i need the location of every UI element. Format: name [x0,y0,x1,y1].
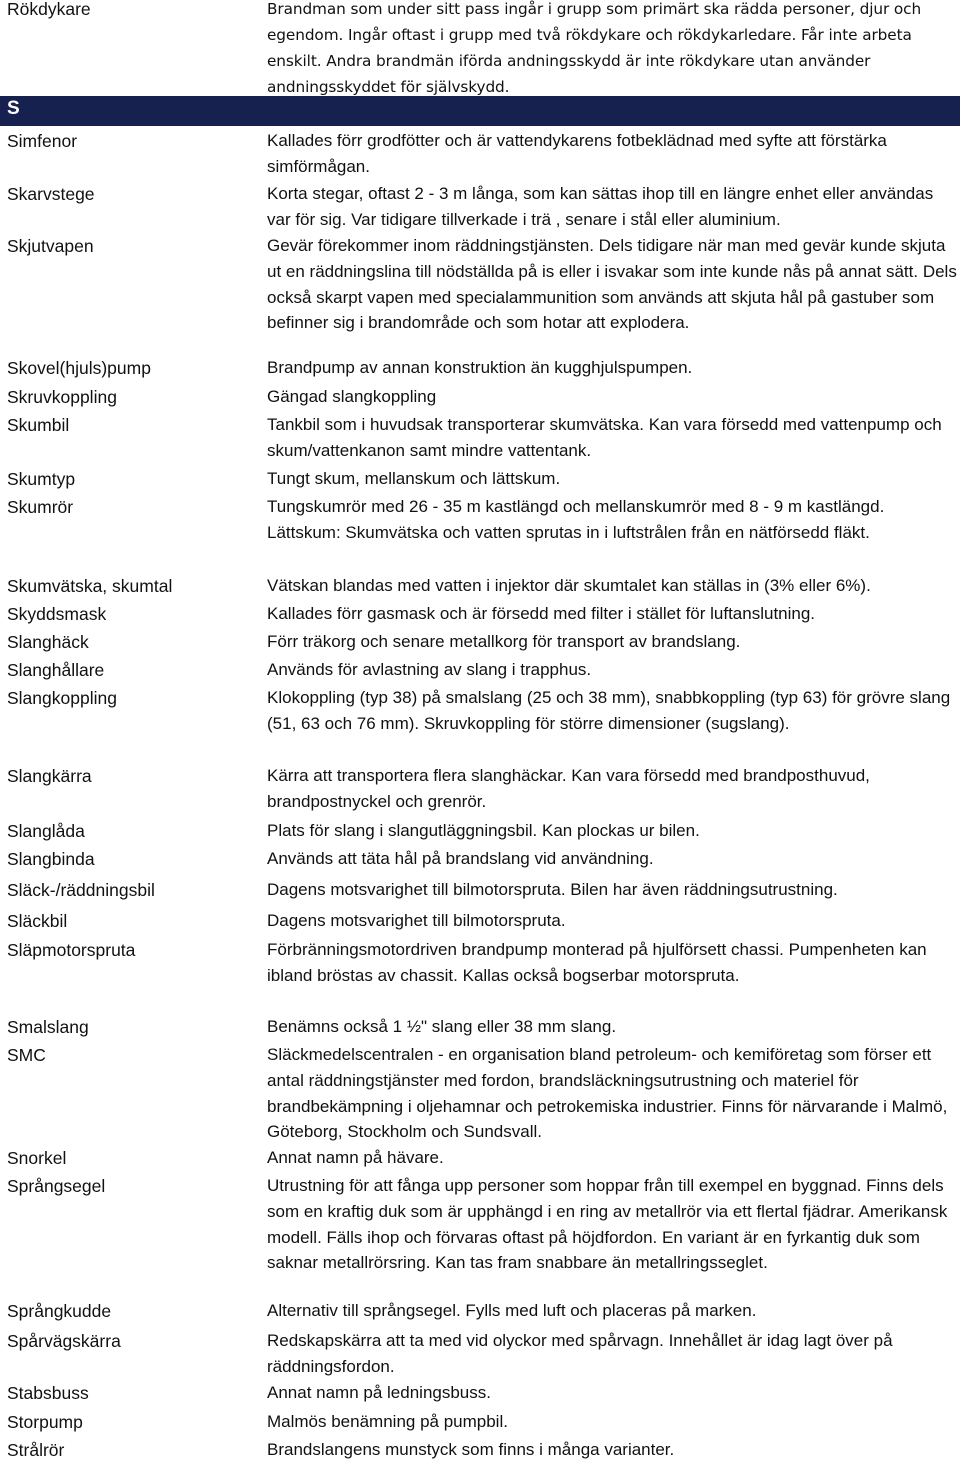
glossary-definition: Kärra att transportera flera slanghäckar. Kan vara försedd med brandposthuvud, brandpostnyckel och grenrör. [267,766,870,811]
glossary-term: Skovel(hjuls)pump [7,358,151,378]
glossary-definition: Tungskumrör med 26 - 35 m kastlängd och mellanskumrör med 8 - 9 m kastlängd. Lättskum: Skumvätska och vatten sprutas in i luftstrålen från en nätförsedd fläkt. [267,497,885,542]
glossary-definition: Gängad slangkoppling [267,387,437,406]
glossary-term: Snorkel [7,1148,67,1168]
glossary-definition: Förr träkorg och senare metallkorg för transport av brandslang. [267,632,741,651]
glossary-definition: Förbränningsmotordriven brandpump monterad på hjulförsett chassi. Pumpenheten kan ibland bröstas av chassit. Kallas också bogserbar motorspruta. [267,940,927,985]
glossary-term: Rökdykare [7,0,91,19]
glossary-term: Skjutvapen [7,236,94,256]
glossary-definition: Tankbil som i huvudsak transporterar skumvätska. Kan vara försedd med vattenpump och skum/vattenkanon samt mindre vattentank. [267,415,942,460]
glossary-term: Slangkoppling [7,688,117,708]
glossary-term: Skumrör [7,497,74,517]
glossary-definition: Släckmedelscentralen - en organisation bland petroleum- och kemiföretag som förser ett antal räddningstjänster med fordon, brandsläckningsutrustning och materiel för brandbekämpning i oljehamnar och petrokemiska industrier. Finns för närvarande i Malmö, Göteborg, Stockholm och Sundsvall. [267,1045,948,1142]
glossary-term: Slangbinda [7,849,95,869]
glossary-term: Skruvkoppling [7,387,117,407]
glossary-definition: Malmös benämning på pumpbil. [267,1412,508,1431]
glossary-definition: Tungt skum, mellanskum och lättskum. [267,469,561,488]
glossary-term: Slanghäck [7,632,89,652]
glossary-definition: Kallades förr grodfötter och är vattendykarens fotbeklädnad med syfte att förstärka simförmågan. [267,131,887,176]
glossary-term: Simfenor [7,131,78,151]
glossary-definition: Klokoppling (typ 38) på smalslang (25 och 38 mm), snabbkoppling (typ 63) för grövre slang (51, 63 och 76 mm). Skruvkoppling för större dimensioner (sugslang). [267,688,951,733]
glossary-term: Slangkärra [7,766,92,786]
glossary-term: Släpmotorspruta [7,940,136,960]
glossary-term: Strålrör [7,1440,65,1460]
glossary-term: Storpump [7,1412,83,1432]
glossary-definition: Redskapskärra att ta med vid olyckor med spårvagn. Innehållet är idag lagt över på räddningsfordon. [267,1331,893,1376]
glossary-definition: Brandman som under sitt pass ingår i grupp som primärt ska rädda personer, djur och egendom. Ingår oftast i grupp med två rökdykare och rökdykarledare. Får inte arbeta enskilt. Andra brandmän iförda andningsskydd är inte rökdykare utan använder andningsskyddet för självskydd. [267,0,922,96]
glossary-definition: Brandslangens munstyck som finns i många varianter. [267,1440,675,1459]
glossary-term: Smalslang [7,1017,89,1037]
glossary-definition: Gevär förekommer inom räddningstjänsten. Dels tidigare när man med gevär kunde skjuta ut en räddningslina till nödställda på is eller i isvakar som inte kunde nås på annat sätt. Dels också skarpt vapen med specialammunition som används att skjuta hål på gastuber som befinner sig i brandområde och som hotar att explodera. [267,236,957,333]
glossary-definition: Dagens motsvarighet till bilmotorspruta. Bilen har även räddningsutrustning. [267,880,838,899]
glossary-term: Slanglåda [7,821,85,841]
glossary-term: Spårvägskärra [7,1331,121,1351]
glossary-definition: Korta stegar, oftast 2 - 3 m långa, som kan sättas ihop till en längre enhet eller användas var för sig. Var tidigare tillverkade i trä , senare i stål eller aluminium. [267,184,934,229]
glossary-term: Språngkudde [7,1301,112,1321]
glossary-definition: Dagens motsvarighet till bilmotorspruta. [267,911,566,930]
glossary-definition: Annat namn på hävare. [267,1148,444,1167]
section-header-bar [0,96,262,126]
glossary-term: Skumtyp [7,469,76,489]
glossary-term: Språngsegel [7,1176,106,1196]
glossary-term: Släck-/räddningsbil [7,880,155,900]
section-letter: S [7,98,20,119]
glossary-term: Skyddsmask [7,604,107,624]
glossary-definition: Utrustning för att fånga upp personer som hoppar från till exempel en byggnad. Finns dels som en kraftig duk som är upphängd i en ring av metallrör via ett flertal fjädrar. Amerikansk modell. Fälls ihop och förvaras oftast på höjdfordon. En variant är en fyrkantig duk som saknar metallrörsring. Kan tas fram snabbare än metallringsseglet. [267,1176,948,1273]
glossary-definition: Används att täta hål på brandslang vid användning. [267,849,654,868]
glossary-definition: Alternativ till språngsegel. Fylls med luft och placeras på marken. [267,1301,757,1320]
glossary-definition: Annat namn på ledningsbuss. [267,1383,491,1402]
glossary-term: Skumvätska, skumtal [7,576,173,596]
glossary-definition: Vätskan blandas med vatten i injektor där skumtalet kan ställas in (3% eller 6%). [267,576,871,595]
glossary-definition: Används för avlastning av slang i trapphus. [267,660,592,679]
glossary-term: Släckbil [7,911,68,931]
glossary-term: Skarvstege [7,184,95,204]
glossary-definition: Brandpump av annan konstruktion än kugghjulspumpen. [267,358,693,377]
glossary-definition: Kallades förr gasmask och är försedd med filter i stället för luftanslutning. [267,604,816,623]
glossary-term: Skumbil [7,415,70,435]
glossary-term: Slanghållare [7,660,105,680]
glossary-definition: Benämns också 1 ½" slang eller 38 mm slang. [267,1017,617,1036]
glossary-definition: Plats för slang i slangutläggningsbil. Kan plockas ur bilen. [267,821,700,840]
glossary-term: SMC [7,1045,46,1065]
glossary-term: Stabsbuss [7,1383,89,1403]
section-header-line [262,96,960,126]
